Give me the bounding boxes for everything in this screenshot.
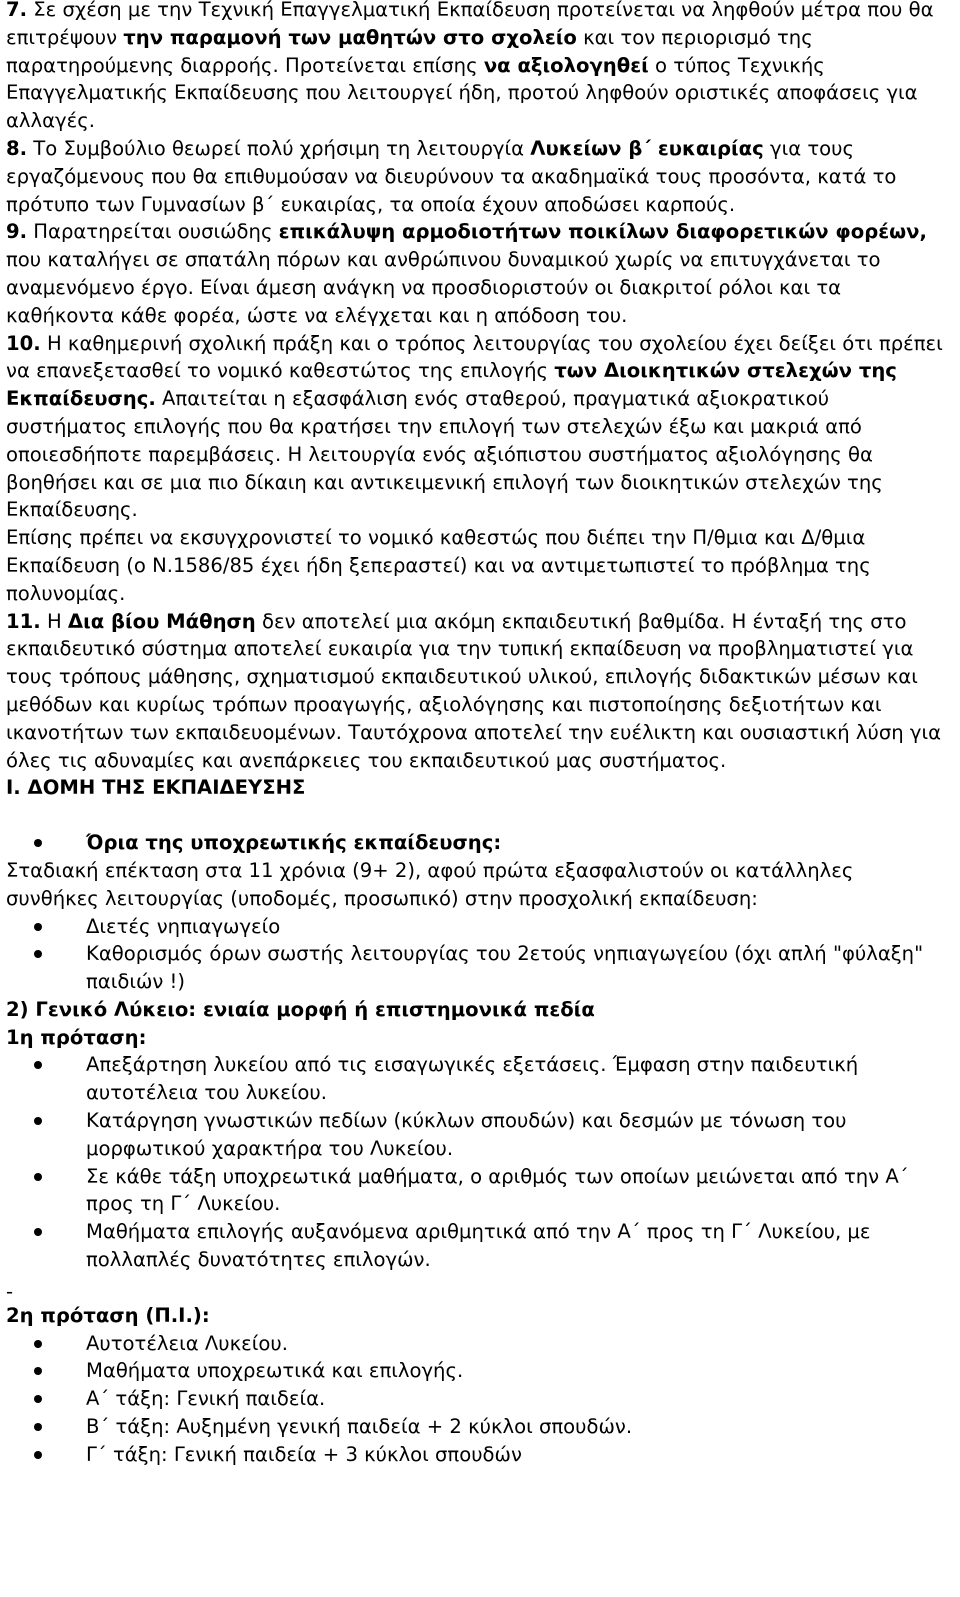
- list-item-text: Σε κάθε τάξη υποχρεωτικά μαθήματα, ο αριθμός των οποίων μειώνεται από την Α΄ προς τη Γ΄ Λυκείου.: [86, 1164, 909, 1216]
- bold-text: Δια βίου Μάθηση: [67, 609, 256, 633]
- list-item-text: Α΄ τάξη: Γενική παιδεία.: [86, 1387, 326, 1411]
- list-item: [6, 1163, 946, 1219]
- bullet-icon: [34, 1423, 42, 1431]
- text: Παρατηρείται ουσιώδης: [27, 220, 279, 244]
- text: Απαιτείται η εξασφάλιση ενός σταθερού, πραγματικά αξιοκρατικού συστήματος επιλογής που θα κρατήσει την επιλογή των στελεχών έξω και μακριά από οποιεσδήποτε παρεμβάσεις. Η λειτουργία ενός αξιόπιστου συστήματος αξιολόγησης θα βοηθήσει και σε μια πιο δίκαιη και αντικειμενική επιλογή των διοικητικών στελεχών της Εκπαίδευσης.: [6, 387, 883, 522]
- list-item-text: Αυτοτέλεια Λυκείου.: [86, 1331, 288, 1355]
- list-item: [6, 1051, 946, 1107]
- text: που καταλήγει σε σπατάλη πόρων και ανθρώπινου δυναμικού χωρίς να επιτυγχάνεται το αναμενόμενο έργο. Είναι άμεση ανάγκη να προσδιοριστούν οι διακριτοί ρόλοι και τα καθήκοντα κάθε φορέα, ώστε να ελέγχεται και η απόδοση του.: [6, 248, 881, 327]
- bullet-title: Όρια της υποχρεωτικής εκπαίδευσης:: [86, 831, 502, 855]
- list-item: [6, 1330, 946, 1358]
- bullet-icon: [34, 950, 42, 958]
- paragraph-number: 9.: [6, 220, 28, 244]
- list-item-text: Β΄ τάξη: Αυξημένη γενική παιδεία + 2 κύκλοι σπουδών.: [86, 1415, 633, 1439]
- text: για τους εργαζόμενους που θα επιθυμούσαν να διευρύνουν τα ακαδημαϊκά τους προσόντα, κατά το πρότυπο των Γυμνασίων β΄ ευκαιρίας, τα οποία έχουν αποδώσει καρπούς.: [6, 136, 897, 216]
- list-item-text: Διετές νηπιαγωγείο: [86, 914, 281, 938]
- text: δεν αποτελεί μια ακόμη εκπαιδευτική βαθμίδα. Η ένταξή της στο εκπαιδευτικό σύστημα αποτελεί ευκαιρία για την τυπική εκπαίδευση να προβληματιστεί για τους τρόπους μάθησης, σχηματισμού εκπαιδευτικού υλικού, επιλογής διδακτικών μέσων και μεθόδων και κυρίως τρόπων προαγωγής, αξιολόγησης και πιστοποίησης δεξιοτήτων και ικανοτήτων των εκπαιδευομένων. Ταυτόχρονα αποτελεί την ευέλικτη και ουσιαστική λύση για όλες τις αδυναμίες και ανεπάρκειες του εκπαιδευτικού μας συστήματος.: [6, 609, 942, 772]
- bold-text: την παραμονή των μαθητών στο σχολείο: [123, 25, 577, 49]
- bullet-icon: [34, 1367, 42, 1375]
- bullet-icon: [34, 923, 42, 931]
- text: Σε σχέση με την Τεχνική Επαγγελματική Εκπαίδευση προτείνεται να ληφθούν μέτρα που θα επιτρέψουν: [6, 0, 934, 49]
- list-item: [6, 1107, 946, 1163]
- bullet-icon: [34, 1117, 42, 1125]
- stray-mark: -: [6, 1279, 14, 1303]
- lyceum-heading: 2) Γενικό Λύκειο: ενιαία μορφή ή επιστημονικά πεδία: [6, 997, 595, 1021]
- spacer: [6, 802, 946, 829]
- text: Το Συμβούλιο θεωρεί πολύ χρήσιμη τη λειτουργία: [27, 136, 531, 160]
- compulsory-education-heading: [6, 829, 946, 857]
- paragraph-11: [6, 608, 946, 775]
- list-item-text: Καθορισμός όρων σωστής λειτουργίας του 2ετούς νηπιαγωγείου (όχι απλή "φύλαξη" παιδιών !): [86, 942, 924, 994]
- list-item-text: Γ΄ τάξη: Γενική παιδεία + 3 κύκλοι σπουδών: [86, 1442, 522, 1466]
- bold-text: επικάλυψη αρμοδιοτήτων ποικίλων διαφορετικών φορέων,: [278, 220, 927, 244]
- paragraph-7: [6, 0, 946, 135]
- bold-text: των Διοικητικών στελεχών της Εκπαίδευσης.: [6, 359, 897, 411]
- paragraph-number: 11.: [6, 609, 41, 633]
- bold-text: Λυκείων β΄ ευκαιρίας: [530, 136, 764, 160]
- proposal-1-title: 1η πρόταση:: [6, 1025, 147, 1049]
- list-item: [6, 940, 946, 996]
- list-item: [6, 1441, 946, 1469]
- paragraph-10: [6, 330, 946, 525]
- section-heading: Ι. ΔΟΜΗ ΤΗΣ ΕΚΠΑΙΔΕΥΣΗΣ: [6, 776, 306, 800]
- proposal-2-title: 2η πρόταση (Π.Ι.):: [6, 1303, 210, 1327]
- bullet-icon: [34, 1228, 42, 1236]
- paragraph-number: 7.: [6, 0, 28, 21]
- text: Η καθημερινή σχολική πράξη και ο τρόπος λειτουργίας του σχολείου έχει δείξει ότι πρέπει να επανεξετασθεί το νομικό καθεστώτος της επιλογής: [6, 331, 943, 383]
- list-item: [6, 913, 946, 941]
- bullet-icon: [34, 1173, 42, 1181]
- document-page: [6, 0, 946, 1469]
- paragraph-number: 10.: [6, 331, 41, 355]
- list-item-text: Κατάργηση γνωστικών πεδίων (κύκλων σπουδών) και δεσμών με τόνωση του μορφωτικού χαρακτήρα του Λυκείου.: [86, 1109, 847, 1160]
- bullet-icon: [34, 1451, 42, 1459]
- bullet-icon: [34, 1395, 42, 1403]
- text: ο τύπος Τεχνικής Επαγγελματικής Εκπαίδευσης που λειτουργεί ήδη, προτού ληφθούν οριστικές αποφάσεις για αλλαγές.: [6, 53, 918, 133]
- bullet-icon: [34, 1061, 42, 1069]
- list-item: [6, 1357, 946, 1385]
- list-item: [6, 1413, 946, 1441]
- list-item-text: Απεξάρτηση λυκείου από τις εισαγωγικές εξετάσεις. Έμφαση στην παιδευτική αυτοτέλεια του λυκείου.: [86, 1053, 859, 1105]
- list-item-text: Μαθήματα υποχρεωτικά και επιλογής.: [86, 1359, 464, 1383]
- bullet-icon: [34, 1340, 42, 1348]
- bullet-icon: [34, 839, 42, 847]
- paragraph-10-continued: Επίσης πρέπει να εκσυγχρονιστεί το νομικό καθεστώς που διέπει την Π/θμια και Δ/θμια Εκπαίδευση (ο Ν.1586/85 έχει ήδη ξεπεραστεί) και να αντιμετωπιστεί το πρόβλημα της πολυνομίας.: [6, 526, 871, 605]
- compulsory-education-text: Σταδιακή επέκταση στα 11 χρόνια (9+ 2), αφού πρώτα εξασφαλιστούν οι κατάλληλες συνθήκες λειτουργίας (υποδομές, προσωπικό) στην προσχολική εκπαίδευση:: [6, 858, 854, 910]
- bold-text: να αξιολογηθεί: [483, 53, 649, 77]
- text: Η: [40, 609, 68, 633]
- paragraph-number: 8.: [6, 136, 28, 160]
- paragraph-8: [6, 135, 946, 218]
- list-item: [6, 1385, 946, 1413]
- text: και τον περιορισμό της παρατηρούμενης διαρροής. Προτείνεται επίσης: [6, 25, 813, 77]
- list-item-text: Μαθήματα επιλογής αυξανόμενα αριθμητικά από την Α΄ προς τη Γ΄ Λυκείου, με πολλαπλές δυνατότητες επιλογών.: [86, 1220, 871, 1272]
- list-item: [6, 1218, 946, 1274]
- paragraph-9: [6, 218, 946, 329]
